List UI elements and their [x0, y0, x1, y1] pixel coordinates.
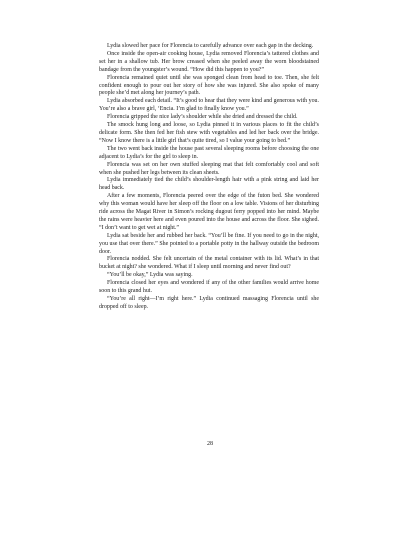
- body-text: [99, 43, 319, 312]
- paragraph: Once inside the open-air cooking house, Lydia removed Florencia’s tattered clothes and set her in a shallow tub. Her brow creased when she peeled away the worn bloodstained bandage from the youngster’s wound. “How did this happen to you?”: [99, 50, 319, 73]
- paragraph: The two went back inside the house past several sleeping rooms before choosing the one adjacent to Lydia’s for the girl to sleep in.: [99, 145, 319, 160]
- paragraph: Florencia nodded. She felt uncertain of the metal container with its lid. What’s in that bucket at night? she wondered. What if I sleep until morning and never find out?: [99, 256, 319, 271]
- page-number: 28: [207, 441, 213, 447]
- paragraph: “You’re all right—I’m right here.” Lydia continued massaging Florencia until she dropped off to sleep.: [99, 296, 319, 310]
- paragraph: Florencia gripped the nice lady’s shoulder while she dried and dressed the child.: [107, 114, 298, 121]
- paragraph: Florencia closed her eyes and wondered if any of the other families would arrive home soon to this grand hut.: [99, 280, 319, 295]
- paragraph: “You’ll be okay,” Lydia was saying.: [107, 272, 193, 279]
- paragraph: Lydia slowed her pace for Florencia to carefully advance over each gap in the decking.: [107, 43, 314, 49]
- paragraph: Lydia immediately tied the child’s shoulder-length hair with a pink string and laid her head back.: [99, 177, 319, 192]
- paragraph: Lydia sat beside her and rubbed her back. “You’ll be fine. If you need to go in the night, you use that over there.” She pointed to a portable potty in the hallway outside the bedroom door.: [99, 232, 319, 255]
- paragraph: Lydia absorbed each detail. “It’s good to hear that they were kind and generous with you. You’re also a brave girl, ‘Encia. I’m glad to finally know you.”: [99, 98, 319, 113]
- paragraph: The smock hung long and loose, so Lydia pinned it in various places to fit the child’s delicate form. She then fed her fish stew with vegetables and led her back over the bridge. “Now I know there is a little girl that’s quite tired, so I value your going to bed.”: [99, 122, 319, 144]
- paragraph: Florencia was set on her own stuffed sleeping mat that felt comfortably cool and soft when she pushed her legs between its clean sheets.: [99, 161, 319, 176]
- paragraph: After a few moments, Florencia peered over the edge of the futon bed. She wondered why this woman would have her sleep off the floor on a low table. Visions of her disturbing ride across the Magat River in Simon’s rocking dugout ferry popped into her mind. Maybe the rains were heavier here and even poured into the house and across the floor. She sighed. “I don’t want to get wet at night.”: [99, 193, 319, 231]
- paragraph: Florencia remained quiet until she was sponged clean from head to toe. Then, she felt confident enough to pour out her story of how she was injured. She also spoke of many people she’d met along her journey’s path.: [99, 74, 319, 97]
